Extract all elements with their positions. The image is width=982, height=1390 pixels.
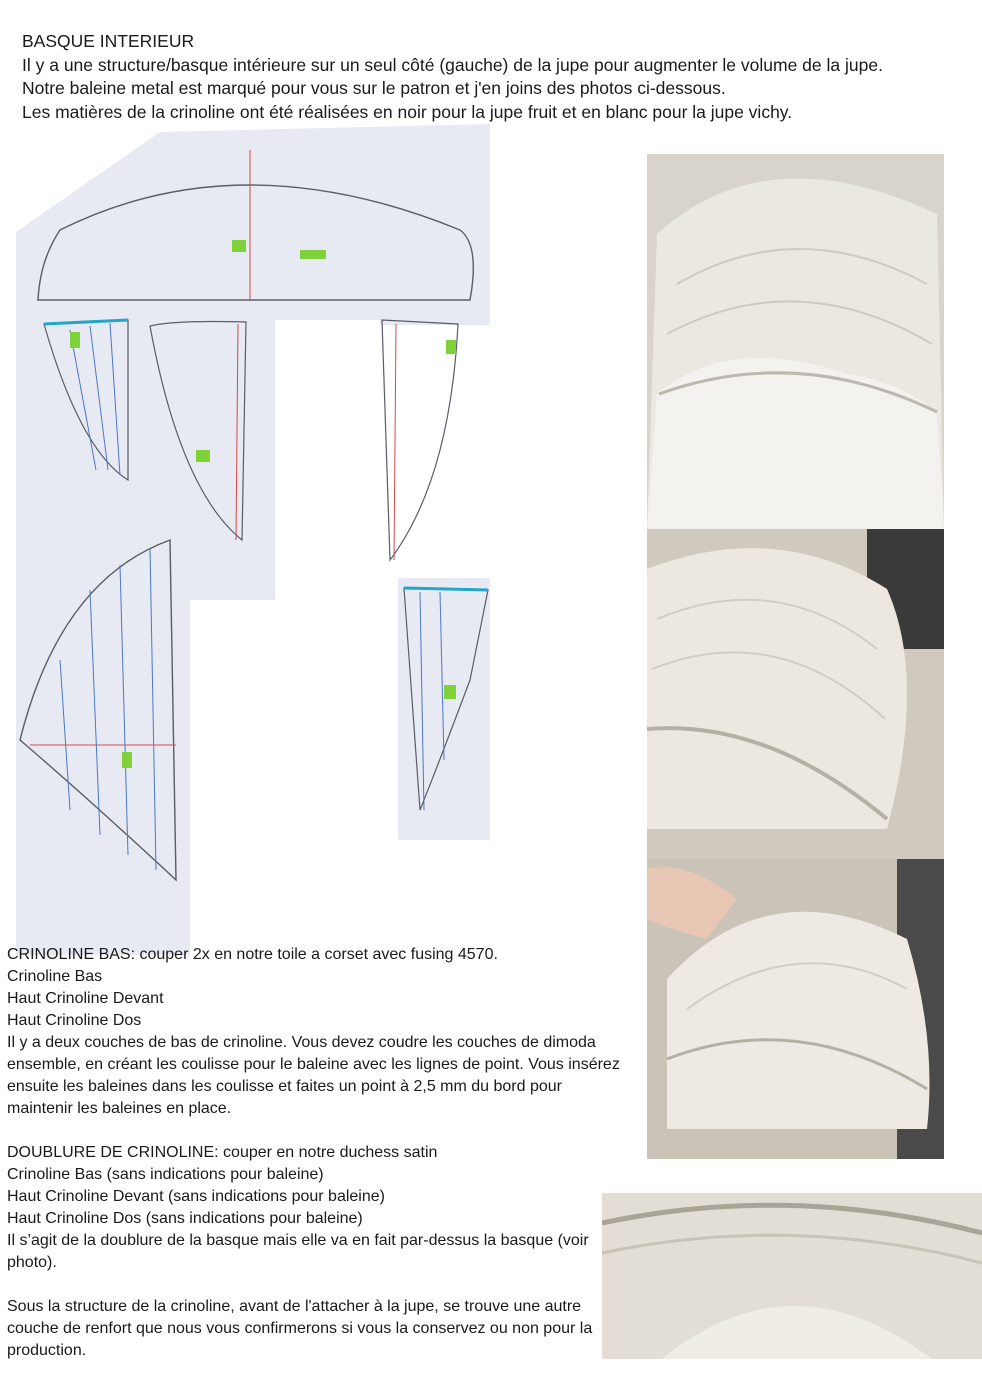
photo-crinoline-top-view	[647, 154, 944, 529]
doublure-heading: DOUBLURE DE CRINOLINE: couper en notre duchess satin	[7, 1144, 438, 1161]
crinoline-photo	[647, 154, 944, 529]
footer-paragraph: Sous la structure de la crinoline, avant de l'attacher à la jupe, se trouve une autre couche de renfort que nous vous confirmerons si vous la conservez ou non pour la production.	[7, 1298, 593, 1359]
photo-crinoline-side-view	[647, 529, 944, 859]
section-title: BASQUE INTERIEUR	[22, 31, 195, 51]
crinoline-photo	[602, 1193, 982, 1359]
intro-line: Les matières de la crinoline ont été réalisées en noir pour la jupe fruit et en blanc pour la jupe vichy.	[22, 101, 793, 122]
crinoline-photo	[647, 859, 944, 1159]
list-item: Crinoline Bas	[7, 968, 103, 985]
list-item: Haut Crinoline Dos	[7, 1012, 142, 1029]
doublure-paragraph: Il s’agit de la doublure de la basque mais elle va en fait par-dessus la basque (voir photo).	[7, 1232, 589, 1271]
intro-line: Notre baleine metal est marqué pour vous sur le patron et j'en joins des photos ci-dessous.	[22, 78, 726, 99]
crinoline-bas-heading: CRINOLINE BAS: couper 2x en notre toile a corset avec fusing 4570.	[7, 946, 498, 963]
instructions-block	[7, 944, 632, 1362]
list-item: Haut Crinoline Dos (sans indications pour baleine)	[7, 1210, 363, 1227]
photo-crinoline-lifted	[647, 859, 944, 1159]
list-item: Crinoline Bas (sans indications pour baleine)	[7, 1166, 324, 1183]
crinoline-photo	[647, 529, 944, 859]
list-item: Haut Crinoline Devant (sans indications pour baleine)	[7, 1188, 385, 1205]
pattern-scan-image	[0, 120, 500, 960]
photo-crinoline-interior	[602, 1193, 982, 1359]
list-item: Haut Crinoline Devant	[7, 990, 164, 1007]
intro-block	[22, 30, 972, 124]
intro-line: Il y a une structure/basque intérieure sur un seul côté (gauche) de la jupe pour augmenter le volume de la jupe.	[22, 54, 883, 75]
crinoline-bas-paragraph: Il y a deux couches de bas de crinoline. Vous devez coudre les couches de dimoda ensemble, en créant les coulisse pour le baleine avec les lignes de point. Vous insérez ensuite les baleines dans les coulisse et faites un point à 2,5 mm du bord pour maintenir les baleines en place.	[7, 1034, 620, 1117]
pattern-piece	[382, 320, 458, 560]
